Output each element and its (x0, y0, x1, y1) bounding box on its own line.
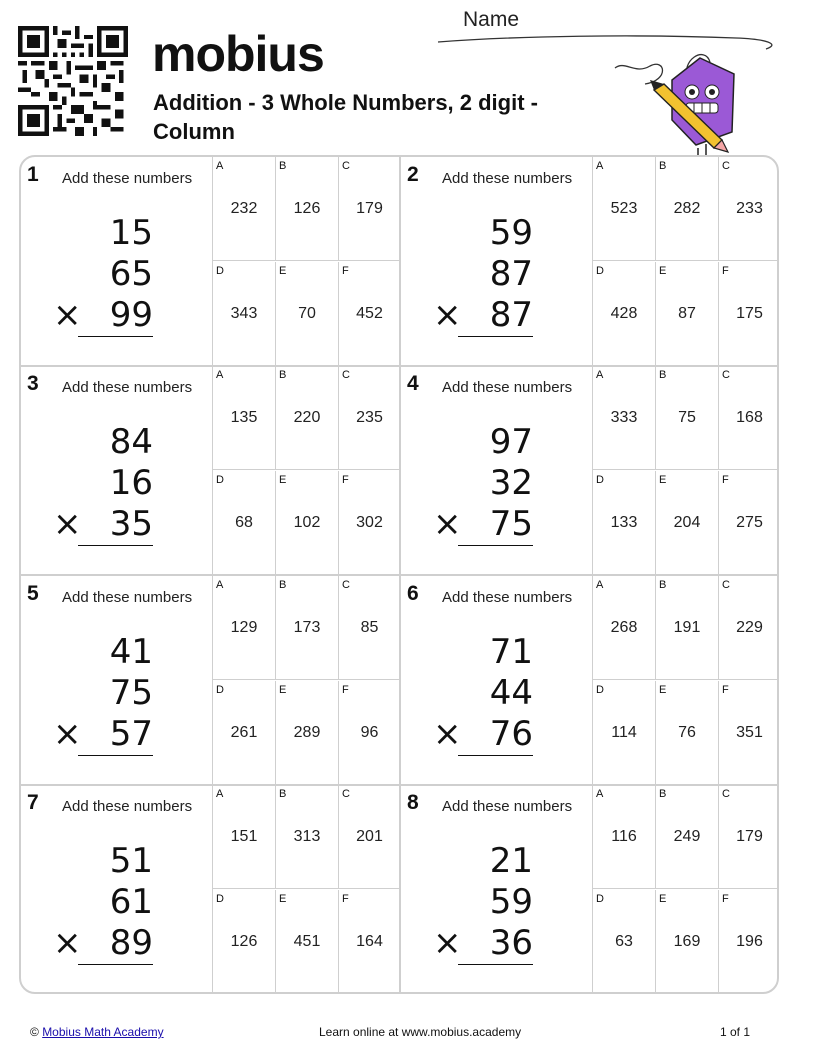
choice-letter: A (596, 579, 604, 591)
answer-choice-e[interactable] (276, 471, 339, 575)
choice-letter: B (279, 369, 287, 381)
answer-choice-e[interactable] (656, 262, 719, 366)
answer-choice-e[interactable] (656, 890, 719, 994)
answer-choice-c[interactable] (719, 157, 779, 261)
problem-1 (21, 157, 400, 366)
choice-value: 179 (736, 828, 763, 845)
sum-rule-line (78, 755, 153, 756)
addend: 84 (109, 422, 153, 462)
answer-choice-e[interactable] (276, 890, 339, 994)
addend: 75 (109, 673, 153, 713)
choice-letter: C (722, 788, 730, 800)
choice-letter: D (596, 474, 604, 486)
choice-letter: D (596, 893, 604, 905)
choice-letter: E (659, 265, 667, 277)
addend: 99 (109, 295, 153, 335)
choice-letter: B (659, 369, 667, 381)
choice-value: 275 (736, 514, 763, 531)
choice-letter: E (659, 474, 667, 486)
addend: 36 (489, 923, 533, 963)
addend: 59 (489, 882, 533, 922)
problem-5 (21, 576, 400, 785)
answer-choice-b[interactable] (656, 157, 719, 261)
choice-value: 76 (678, 724, 696, 741)
addend: 89 (109, 923, 153, 963)
answer-choice-d[interactable] (213, 471, 276, 575)
choice-letter: D (596, 684, 604, 696)
sum-rule-line (458, 336, 533, 337)
answer-choice-f[interactable] (719, 262, 779, 366)
answer-choice-a[interactable] (213, 366, 276, 470)
answer-choice-d[interactable] (213, 890, 276, 994)
problem-number: 4 (407, 372, 419, 395)
addend-stack (53, 841, 153, 964)
choice-letter: D (216, 893, 224, 905)
choice-letter: F (722, 684, 729, 696)
answer-choice-a[interactable] (593, 366, 656, 470)
choice-value: 175 (736, 305, 763, 322)
addend: 51 (109, 841, 153, 881)
problem-3 (21, 366, 400, 575)
choice-letter: A (216, 160, 224, 172)
answer-choice-e[interactable] (276, 262, 339, 366)
answer-choice-b[interactable] (276, 366, 339, 470)
answer-choice-c[interactable] (339, 576, 401, 680)
problem-question (21, 157, 213, 366)
choice-value: 201 (356, 828, 383, 845)
answer-choice-b[interactable] (276, 157, 339, 261)
addend: 15 (109, 213, 153, 253)
problem-instruction: Add these numbers (62, 379, 193, 396)
choice-letter: C (342, 160, 350, 172)
choice-value: 451 (293, 933, 321, 950)
mascot-illustration (610, 40, 760, 155)
choice-value: 523 (610, 200, 638, 217)
choice-letter: D (216, 684, 224, 696)
choice-value: 232 (230, 200, 258, 217)
problem-instruction: Add these numbers (442, 170, 573, 187)
answer-choice-a[interactable] (593, 157, 656, 261)
addend-stack (433, 213, 533, 336)
choice-value: 116 (611, 828, 637, 845)
choice-letter: F (342, 474, 349, 486)
choice-value: 268 (610, 619, 638, 636)
operator-sign: × (53, 295, 82, 335)
problem-number: 6 (407, 582, 419, 605)
choice-value: 179 (356, 200, 383, 217)
sum-rule-line (78, 964, 153, 965)
answer-choice-e[interactable] (276, 681, 339, 785)
operator-sign: × (53, 714, 82, 754)
problem-6 (401, 576, 779, 785)
problem-question (401, 785, 593, 994)
footer-copyright (30, 1025, 164, 1039)
answer-choice-b[interactable] (276, 785, 339, 889)
addend: 21 (489, 841, 533, 881)
choice-letter: B (279, 579, 287, 591)
operator-sign: × (433, 295, 462, 335)
answer-choice-a[interactable] (213, 576, 276, 680)
problem-number: 3 (27, 372, 39, 395)
footer-learn-online: Learn online at www.mobius.academy (319, 1025, 522, 1039)
choice-value: 126 (230, 933, 258, 950)
copyright-symbol: © (30, 1025, 39, 1039)
answer-choice-a[interactable] (213, 785, 276, 889)
qr-code (18, 26, 128, 136)
answer-choice-f[interactable] (719, 890, 779, 994)
choice-value: 135 (230, 409, 258, 426)
problem-8 (401, 785, 779, 994)
worksheet-grid (19, 155, 779, 994)
choice-letter: A (596, 369, 604, 381)
page-title: Addition - 3 Whole Numbers, 2 digit - Column (153, 90, 538, 144)
answer-choice-c[interactable] (339, 785, 401, 889)
answer-choice-b[interactable] (656, 576, 719, 680)
answer-choice-c[interactable] (719, 576, 779, 680)
choice-value: 235 (356, 409, 383, 426)
choice-value: 196 (736, 933, 763, 950)
sum-rule-line (78, 336, 153, 337)
choice-letter: C (722, 369, 730, 381)
answer-choice-f[interactable] (719, 471, 779, 575)
choice-value: 289 (293, 724, 321, 741)
choice-letter: A (216, 788, 224, 800)
answer-choice-f[interactable] (339, 890, 401, 994)
operator-sign: × (433, 714, 462, 754)
addend: 32 (489, 463, 533, 503)
choice-letter: C (342, 788, 350, 800)
choice-value: 70 (298, 305, 316, 322)
answer-choice-f[interactable] (339, 471, 401, 575)
choice-letter: B (279, 788, 287, 800)
problem-instruction: Add these numbers (62, 170, 193, 187)
choice-letter: F (722, 265, 729, 277)
choice-letter: C (722, 160, 730, 172)
answer-choice-f[interactable] (339, 262, 401, 366)
problem-4 (401, 366, 779, 575)
addend: 57 (109, 714, 153, 754)
problem-number: 5 (27, 582, 39, 605)
addend: 59 (489, 213, 533, 253)
answer-choice-c[interactable] (339, 157, 401, 261)
choice-letter: D (216, 265, 224, 277)
choice-value: 126 (293, 200, 321, 217)
choice-value: 151 (230, 828, 258, 845)
answer-choice-a[interactable] (593, 785, 656, 889)
addend: 44 (489, 673, 533, 713)
sum-rule-line (458, 755, 533, 756)
choice-letter: A (596, 788, 604, 800)
choice-value: 169 (673, 933, 701, 950)
sum-rule-line (458, 545, 533, 546)
problem-7 (21, 785, 400, 994)
addend-stack (433, 422, 533, 545)
addend: 97 (489, 422, 533, 462)
problem-question (401, 157, 593, 366)
choice-value: 129 (230, 619, 258, 636)
problem-instruction: Add these numbers (62, 798, 193, 815)
choice-value: 333 (610, 409, 638, 426)
addend: 87 (489, 295, 533, 335)
choice-value: 249 (673, 828, 701, 845)
choice-value: 87 (678, 305, 696, 322)
choice-value: 302 (356, 514, 383, 531)
choice-letter: B (659, 160, 667, 172)
addend: 71 (489, 632, 533, 672)
choice-letter: C (342, 369, 350, 381)
choice-value: 133 (610, 514, 638, 531)
choice-value: 343 (230, 305, 258, 322)
choice-value: 68 (235, 514, 253, 531)
choice-value: 351 (736, 724, 763, 741)
choice-value: 261 (230, 724, 258, 741)
answer-choice-f[interactable] (339, 681, 401, 785)
operator-sign: × (433, 923, 462, 963)
choice-value: 452 (356, 305, 383, 322)
choice-value: 191 (673, 619, 701, 636)
problem-question (21, 576, 213, 785)
choice-letter: F (342, 684, 349, 696)
choice-letter: B (659, 579, 667, 591)
choice-value: 63 (615, 933, 633, 950)
answer-choice-d[interactable] (213, 681, 276, 785)
addend: 41 (109, 632, 153, 672)
problem-question (21, 785, 213, 994)
choice-value: 428 (610, 305, 638, 322)
addend: 35 (109, 504, 153, 544)
answer-choice-b[interactable] (276, 576, 339, 680)
choice-value: 173 (293, 619, 321, 636)
choice-letter: B (659, 788, 667, 800)
choice-letter: F (342, 265, 349, 277)
choice-letter: F (722, 893, 729, 905)
page-number: 1 of 1 (720, 1025, 751, 1039)
problem-instruction: Add these numbers (442, 798, 573, 815)
choice-letter: F (342, 893, 349, 905)
answer-choice-c[interactable] (339, 366, 401, 470)
choice-letter: A (216, 579, 224, 591)
choice-letter: D (596, 265, 604, 277)
answer-choice-f[interactable] (719, 681, 779, 785)
grid-divider (399, 157, 401, 994)
problem-number: 7 (27, 791, 39, 814)
answer-choice-a[interactable] (213, 157, 276, 261)
choice-letter: E (279, 265, 287, 277)
choice-value: 204 (673, 514, 701, 531)
answer-choice-d[interactable] (593, 890, 656, 994)
choice-value: 220 (293, 409, 321, 426)
answer-choice-b[interactable] (656, 366, 719, 470)
choice-letter: E (659, 684, 667, 696)
answer-choice-c[interactable] (719, 785, 779, 889)
problem-number: 8 (407, 791, 419, 814)
mobius-academy-link[interactable]: Mobius Math Academy (42, 1025, 164, 1039)
name-label: Name (463, 8, 520, 31)
answer-choice-e[interactable] (656, 681, 719, 785)
answer-choice-e[interactable] (656, 471, 719, 575)
choice-letter: E (659, 893, 667, 905)
addend: 61 (109, 882, 153, 922)
problem-question (21, 366, 213, 575)
addend-stack (53, 422, 153, 545)
choice-value: 102 (293, 514, 321, 531)
choice-value: 85 (360, 619, 379, 636)
addend-stack (433, 632, 533, 755)
addend: 87 (489, 254, 533, 294)
problem-number: 2 (407, 163, 419, 186)
choice-value: 96 (360, 724, 379, 741)
choice-letter: B (279, 160, 287, 172)
answer-choice-a[interactable] (593, 576, 656, 680)
choice-value: 164 (356, 933, 383, 950)
choice-letter: E (279, 474, 287, 486)
problem-number: 1 (27, 163, 39, 186)
problem-instruction: Add these numbers (442, 379, 573, 396)
addend: 75 (489, 504, 533, 544)
addend: 65 (109, 254, 153, 294)
choice-letter: E (279, 893, 287, 905)
choice-value: 229 (736, 619, 763, 636)
problem-question (401, 366, 593, 575)
addend: 16 (109, 463, 153, 503)
choice-letter: E (279, 684, 287, 696)
mobius-logo: mobius (152, 26, 324, 82)
sum-rule-line (78, 545, 153, 546)
choice-value: 233 (736, 200, 763, 217)
choice-letter: F (722, 474, 729, 486)
answer-choice-d[interactable] (593, 471, 656, 575)
choice-value: 114 (611, 724, 637, 741)
addend-stack (433, 841, 533, 964)
answer-choice-d[interactable] (213, 262, 276, 366)
choice-letter: C (342, 579, 350, 591)
answer-choice-b[interactable] (656, 785, 719, 889)
addend: 76 (489, 714, 533, 754)
choice-value: 168 (736, 409, 763, 426)
choice-letter: A (596, 160, 604, 172)
choice-letter: C (722, 579, 730, 591)
operator-sign: × (433, 504, 462, 544)
choice-letter: D (216, 474, 224, 486)
answer-choice-c[interactable] (719, 366, 779, 470)
operator-sign: × (53, 923, 82, 963)
answer-choice-d[interactable] (593, 681, 656, 785)
operator-sign: × (53, 504, 82, 544)
choice-value: 75 (678, 409, 696, 426)
sum-rule-line (458, 964, 533, 965)
choice-value: 313 (293, 828, 321, 845)
problem-2 (401, 157, 779, 366)
problem-instruction: Add these numbers (62, 589, 193, 606)
answer-choice-d[interactable] (593, 262, 656, 366)
choice-letter: A (216, 369, 224, 381)
addend-stack (53, 632, 153, 755)
choice-value: 282 (673, 200, 701, 217)
addend-stack (53, 213, 153, 336)
problem-instruction: Add these numbers (442, 589, 573, 606)
problem-question (401, 576, 593, 785)
